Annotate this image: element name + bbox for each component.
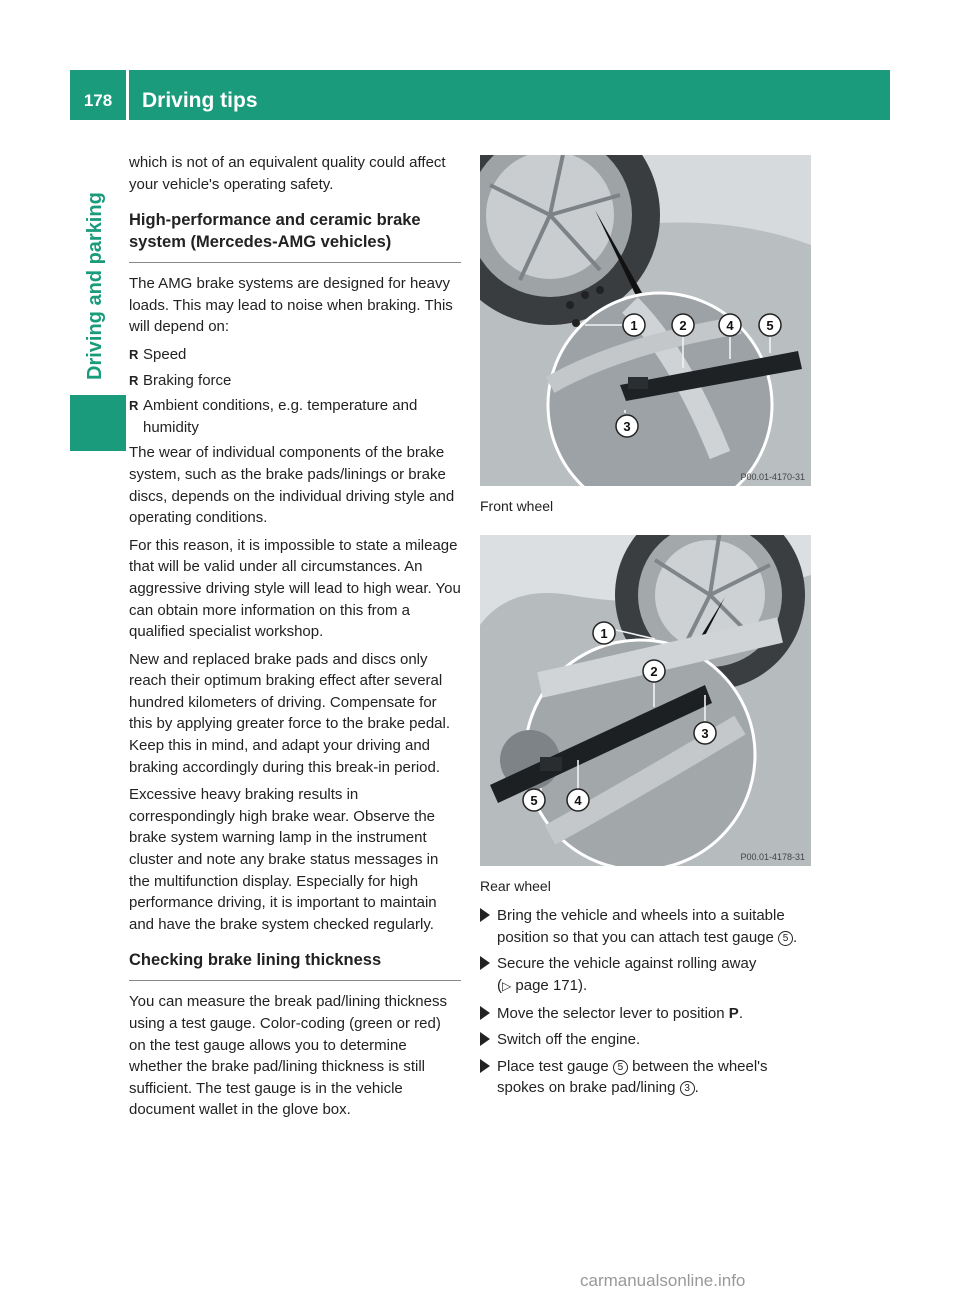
list-item xyxy=(129,344,461,366)
bullet-mark: R xyxy=(129,398,139,414)
figure-code: P00.01-4178-31 xyxy=(740,851,805,862)
measure-paragraph: You can measure the break pad/lining thickness using a test gauge. Color-coding (green or red) on the test gauge allows you to determine whether the brake pad/lining thickness is still sufficient. The test gauge is in the vehicle document wallet in the glove box. xyxy=(129,993,447,1119)
section-tab-label: Driving and parking xyxy=(84,192,106,380)
break-in-paragraph: New and replaced brake pads and discs only reach their optimum braking effect after several hundred kilometers of driving. Compensate for this by applying greater force to the brake pedal. Keep this in mind, and adapt your driving and braking accordingly during this break-in period. xyxy=(129,650,451,776)
header-divider xyxy=(126,70,129,120)
list-item-text: Speed xyxy=(143,345,187,363)
callout-5: 5 xyxy=(766,318,774,333)
intro-paragraph: which is not of an equivalent quality could affect your vehicle's operating safety. xyxy=(129,154,446,193)
step-item xyxy=(480,905,812,948)
step-punct: . xyxy=(738,1004,743,1022)
bullet-mark: R xyxy=(129,346,139,362)
list-item-text: Braking force xyxy=(143,371,232,389)
step-punct: . xyxy=(793,928,798,946)
amg-paragraph: The AMG brake systems are designed for heavy loads. This may lead to noise when braking. This will depend on: xyxy=(129,275,453,336)
ref-lining-number: 3 xyxy=(680,1081,695,1096)
callout-1: 1 xyxy=(630,318,638,333)
step-arrow-icon xyxy=(480,908,490,922)
page-title: Driving tips xyxy=(142,89,258,112)
step-punct: . xyxy=(694,1079,699,1097)
figure-code: P00.01-4170-31 xyxy=(740,472,805,482)
step-text: Switch off the engine. xyxy=(497,1031,641,1049)
step-item xyxy=(480,1029,812,1051)
step-item xyxy=(480,953,812,997)
list-item-text: Ambient conditions, e.g. temperature and humidity xyxy=(143,397,418,436)
step-text: Place test gauge xyxy=(497,1057,613,1075)
step-item xyxy=(480,1003,812,1025)
wear-paragraph: The wear of individual components of the brake system, such as the brake pads/linings or brake discs, depends on the individual driving style and operating conditions. xyxy=(129,444,455,527)
watermark: carmanualsonline.info xyxy=(580,1271,746,1290)
page-ref-arrow-icon: ▷ xyxy=(502,978,512,993)
step-arrow-icon xyxy=(480,1032,490,1046)
callout-2: 2 xyxy=(650,663,658,679)
rear-wheel-caption: Rear wheel xyxy=(480,877,551,894)
step-text: between the wheel's spokes on brake pad/lining xyxy=(497,1057,768,1097)
instruction-steps xyxy=(480,905,812,1099)
callout-5: 5 xyxy=(530,792,538,808)
rear-wheel-figure xyxy=(480,535,811,866)
step-text: Move the selector lever to position xyxy=(497,1004,729,1022)
section-tab-marker xyxy=(70,395,126,451)
list-item xyxy=(129,370,461,392)
page-ref-prefix: ( xyxy=(497,976,502,994)
excessive-braking-paragraph: Excessive heavy braking results in correspondingly high brake wear. Observe the brake system warning lamp in the instrument cluster and note any brake status messages in the multifunction display. Especially for high performance driving, it is important to maintain and have the brake system checked regularly. xyxy=(129,786,439,933)
front-wheel-figure xyxy=(480,155,811,486)
bullet-mark: R xyxy=(129,372,139,388)
step-arrow-icon xyxy=(480,1006,490,1020)
page-number: 178 xyxy=(83,91,113,110)
callout-3: 3 xyxy=(701,725,709,741)
step-text: Secure the vehicle against rolling away xyxy=(497,955,757,973)
reason-paragraph: For this reason, it is impossible to state a mileage that will be valid under all circumstances. An aggressive driving style will lead to high wear. You can obtain more information on this from a qualified specialist workshop. xyxy=(129,536,461,641)
heading-lining-thickness: Checking brake lining thickness xyxy=(129,949,461,981)
left-column xyxy=(129,152,461,1127)
ref-gauge-number: 5 xyxy=(613,1060,628,1075)
callout-3: 3 xyxy=(623,419,631,434)
gear-position: P xyxy=(728,1004,739,1022)
page-ref-link[interactable]: page 171). xyxy=(511,976,588,994)
step-item xyxy=(480,1056,812,1099)
callout-4: 4 xyxy=(574,792,582,808)
step-arrow-icon xyxy=(480,1059,490,1073)
step-arrow-icon xyxy=(480,956,490,970)
list-item xyxy=(129,395,461,438)
right-column xyxy=(480,155,812,1104)
callout-2: 2 xyxy=(679,318,687,333)
front-wheel-caption: Front wheel xyxy=(480,498,554,514)
callout-4: 4 xyxy=(726,318,734,333)
callout-1: 1 xyxy=(600,625,608,641)
ref-gauge-number: 5 xyxy=(778,931,793,946)
heading-amg-brakes: High-performance and ceramic brake system (Mercedes-AMG vehicles) xyxy=(129,209,461,263)
step-text: Bring the vehicle and wheels into a suitable position so that you can attach test gauge xyxy=(497,907,785,946)
dependency-list xyxy=(129,344,461,438)
